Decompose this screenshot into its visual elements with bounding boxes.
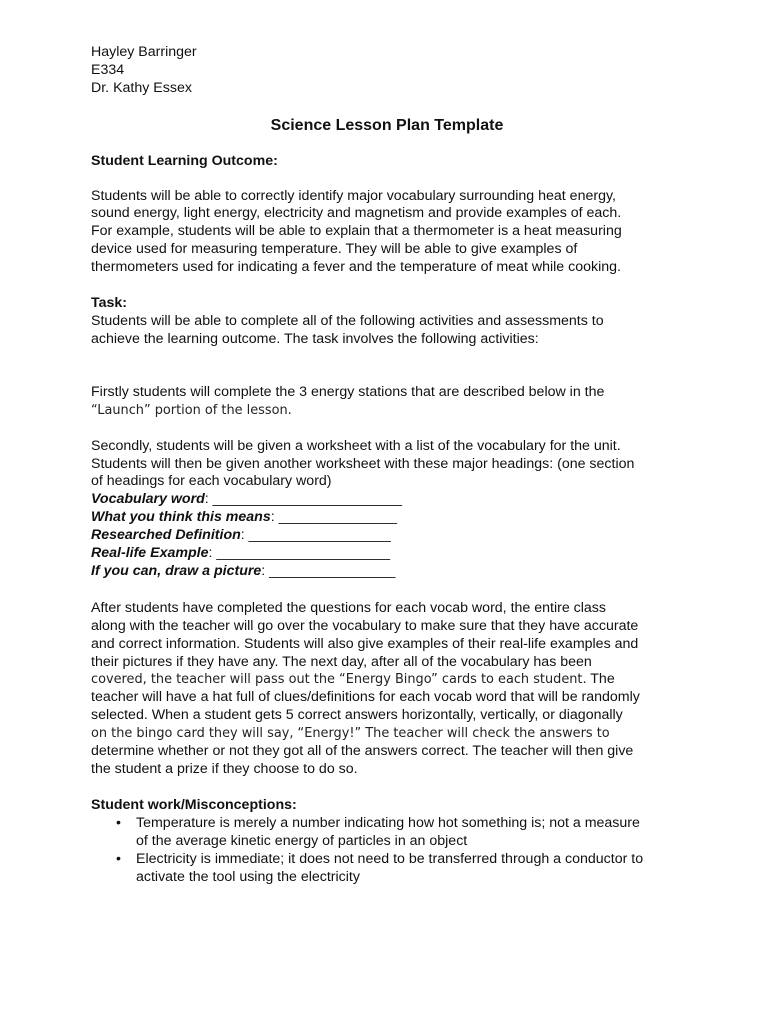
misconceptions-list — [91, 815, 691, 887]
task-heading: Task: — [91, 295, 128, 312]
second-activity-line: of headings for each vocabulary word) — [91, 473, 332, 490]
outcome-line: Students will be able to correctly identify major vocabulary surrounding heat energy, — [91, 187, 616, 204]
after-activity-line: After students have completed the questions for each vocab word, the entire class — [91, 599, 606, 616]
after-activity-line-part: The — [586, 671, 615, 688]
author-name: Hayley Barringer — [91, 44, 197, 60]
list-item — [91, 851, 691, 887]
after-activity-line-part: covered, the teacher will pass out the “Energy Bingo” cards to each student. — [91, 672, 587, 688]
misconception-line: Temperature is merely a number indicating how hot something is; not a measure — [136, 814, 640, 831]
vocab-field-label: Researched Definition — [91, 527, 241, 544]
after-activity-line — [91, 671, 691, 689]
after-activity-line: along with the teacher will go over the vocabulary to make sure that they have accurate — [91, 617, 639, 634]
task-after-activity — [91, 600, 691, 779]
vocab-worksheet-fields — [91, 491, 691, 581]
outcome-line: sound energy, light energy, electricity and magnetism and provide examples of each. — [91, 205, 622, 222]
task-first-activity — [91, 384, 691, 420]
vocab-field-label: If you can, draw a picture — [91, 562, 262, 579]
vocab-field-row — [91, 527, 691, 545]
second-activity-line: Students will then be given another worksheet with these major headings: (one section — [91, 455, 635, 472]
document-title: Science Lesson Plan Template — [270, 116, 504, 134]
misconception-line: of the average kinetic energy of particles in an object — [136, 832, 468, 849]
outcome-line: device used for measuring temperature. They will be able to give examples of — [91, 241, 578, 258]
second-activity-line: Secondly, students will be given a worksheet with a list of the vocabulary for the unit. — [91, 437, 621, 454]
learning-outcome-section — [91, 153, 691, 277]
first-activity-line: “Launch” portion of the lesson. — [91, 402, 292, 418]
vocab-field-row — [91, 545, 691, 563]
learning-outcome-heading: Student Learning Outcome: — [91, 152, 278, 169]
task-intro-line: achieve the learning outcome. The task involves the following activities: — [91, 330, 539, 347]
vocab-field-row — [91, 563, 691, 581]
misconception-line: Electricity is immediate; it does not need to be transferred through a conductor to — [136, 850, 644, 867]
task-intro-line: Students will be able to complete all of the following activities and assessments to — [91, 312, 604, 329]
outcome-line: thermometers used for indicating a fever and the temperature of meat while cooking. — [91, 259, 621, 276]
vocab-field-blank: : ________________________ — [204, 491, 403, 508]
instructor-name: Dr. Kathy Essex — [91, 79, 192, 96]
after-activity-line: on the bingo card they will say, “Energy!” The teacher will check the answers to — [91, 726, 610, 742]
after-activity-line: teacher will have a hat full of clues/definitions for each vocab word that will be randomly — [91, 689, 640, 706]
misconceptions-heading: Student work/Misconceptions: — [91, 796, 297, 813]
vocab-field-blank: : _______________ — [270, 509, 397, 526]
bullet-icon: • — [116, 850, 121, 867]
list-item — [91, 815, 691, 851]
vocab-field-label: What you think this means — [91, 509, 271, 526]
after-activity-line: determine whether or not they got all of the answers correct. The teacher will then give — [91, 743, 634, 760]
course-code: E334 — [91, 61, 125, 78]
task-section — [91, 295, 691, 779]
vocab-field-blank: : ________________ — [261, 562, 396, 579]
after-activity-line: selected. When a student gets 5 correct answers horizontally, vertically, or diagonally — [91, 707, 623, 724]
vocab-field-blank: : __________________ — [240, 527, 391, 544]
document-header — [91, 44, 691, 98]
learning-outcome-text — [91, 188, 691, 278]
document-page — [91, 44, 691, 886]
vocab-field-row — [91, 509, 691, 527]
vocab-field-blank: : ______________________ — [208, 545, 390, 562]
task-second-activity — [91, 438, 691, 492]
vocab-field-row — [91, 491, 691, 509]
first-activity-line: Firstly students will complete the 3 energy stations that are described below in the — [91, 383, 605, 400]
after-activity-line: the student a prize if they choose to do so. — [91, 761, 358, 777]
vocab-field-label: Vocabulary word — [91, 491, 205, 508]
bullet-icon: • — [116, 814, 121, 831]
after-activity-line: their pictures if they have any. The next day, after all of the vocabulary has been — [91, 653, 592, 670]
after-activity-line: and correct information. Students will also give examples of their real-life examples and — [91, 635, 639, 652]
vocab-field-label: Real-life Example — [91, 545, 209, 562]
outcome-line: For example, students will be able to explain that a thermometer is a heat measuring — [91, 223, 622, 240]
misconceptions-section — [91, 797, 691, 887]
misconception-line: activate the tool using the electricity — [136, 868, 360, 885]
